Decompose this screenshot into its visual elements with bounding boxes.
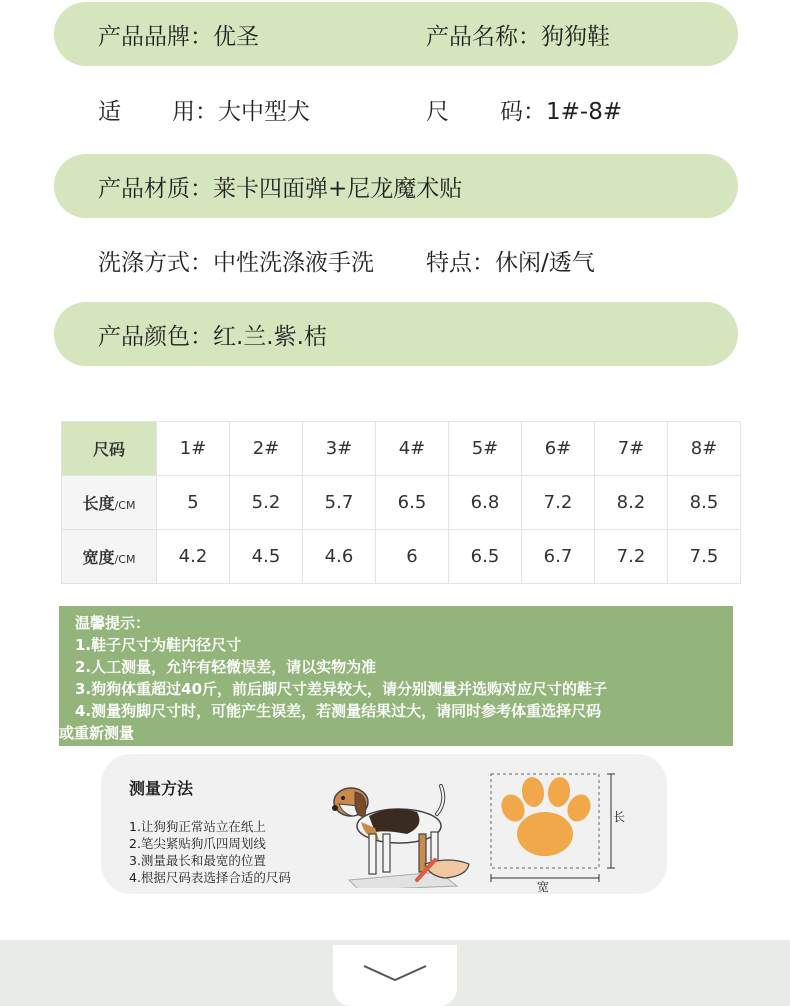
size-cell: 3#	[303, 422, 376, 476]
tips-line: 3.狗狗体重超过40斤，前后脚尺寸差异较大，请分别测量并选购对应尺寸的鞋子	[75, 680, 608, 698]
tips-title: 温馨提示：	[75, 614, 151, 632]
length-cell: 8.2	[595, 476, 668, 530]
tips-line: 4.测量狗脚尺寸时，可能产生误差，若测量结果过大，请同时参考体重选择尺码	[75, 702, 602, 720]
tips-line: 2.人工测量，允许有轻微误差，请以实物为准	[75, 658, 377, 676]
color-label: 产品颜色：	[98, 323, 213, 350]
size-cell: 2#	[230, 422, 303, 476]
measure-step: 3.测量最长和最宽的位置	[129, 853, 266, 868]
spec-row-color	[54, 302, 738, 366]
measure-step: 2.笔尖紧贴狗爪四周划线	[129, 836, 266, 851]
size-cell: 5#	[449, 422, 522, 476]
brand-label: 产品品牌：	[98, 23, 213, 50]
spec-row-material	[54, 154, 738, 218]
paw-measure-diagram-icon	[487, 770, 622, 894]
fit-spec	[98, 93, 310, 126]
spec-row-wash	[54, 228, 738, 292]
fit-label-a: 适	[98, 98, 121, 125]
width-cell: 4.6	[303, 530, 376, 584]
size-cell: 4#	[376, 422, 449, 476]
size-cell: 7#	[595, 422, 668, 476]
table-row-length	[62, 476, 741, 530]
feature-label: 特点：	[426, 249, 495, 276]
size-value: 1#-8#	[546, 98, 623, 125]
tips-line: 或重新测量	[59, 724, 135, 742]
wash-value: 中性洗涤液手洗	[213, 249, 374, 276]
length-label-cell	[62, 476, 157, 530]
name-label: 产品名称：	[426, 23, 541, 50]
length-cell: 8.5	[668, 476, 741, 530]
fit-label-b: 用：	[172, 98, 218, 125]
feature-spec	[426, 244, 595, 277]
measure-step: 4.根据尺码表选择合适的尺码	[129, 870, 291, 885]
size-header-cell: 尺码	[62, 422, 157, 476]
chevron-down-icon[interactable]	[362, 962, 428, 984]
measure-steps	[129, 818, 291, 886]
table-row-header	[62, 422, 741, 476]
tips-box	[59, 606, 733, 746]
measure-title: 测量方法	[129, 779, 194, 798]
measure-method-panel	[101, 754, 667, 894]
measure-step: 1.让狗狗正常站立在纸上	[129, 819, 266, 834]
name-value: 狗狗鞋	[541, 23, 610, 50]
material-spec	[98, 170, 462, 203]
brand-spec	[98, 18, 259, 51]
length-cell: 5.7	[303, 476, 376, 530]
width-label: 宽度	[82, 548, 115, 567]
length-unit: /CM	[114, 499, 136, 512]
color-value: 红.兰.紫.桔	[213, 323, 327, 350]
dog-illustration-icon	[329, 768, 479, 888]
length-cell: 6.8	[449, 476, 522, 530]
width-cell: 4.5	[230, 530, 303, 584]
width-unit: /CM	[114, 553, 136, 566]
width-cell: 7.5	[668, 530, 741, 584]
size-label-a: 尺	[426, 98, 449, 125]
name-spec	[426, 18, 610, 51]
color-spec	[98, 318, 327, 351]
tips-line: 1.鞋子尺寸为鞋内径尺寸	[75, 636, 242, 654]
spec-row-fit	[54, 77, 738, 141]
wash-spec	[98, 244, 374, 277]
length-cell: 7.2	[522, 476, 595, 530]
wash-label: 洗涤方式：	[98, 249, 213, 276]
width-cell: 7.2	[595, 530, 668, 584]
size-label-b: 码：	[500, 98, 546, 125]
size-range-spec	[426, 93, 622, 126]
size-cell: 8#	[668, 422, 741, 476]
feature-value: 休闲/透气	[495, 249, 595, 276]
size-cell: 1#	[157, 422, 230, 476]
width-cell: 4.2	[157, 530, 230, 584]
length-label: 长度	[82, 494, 115, 513]
length-cell: 5	[157, 476, 230, 530]
material-value: 莱卡四面弹+尼龙魔术贴	[213, 175, 463, 202]
width-cell: 6	[376, 530, 449, 584]
fit-value: 大中型犬	[218, 98, 310, 125]
brand-value: 优圣	[213, 23, 259, 50]
width-cell: 6.5	[449, 530, 522, 584]
length-cell: 5.2	[230, 476, 303, 530]
spec-row-brand	[54, 2, 738, 66]
table-row-width	[62, 530, 741, 584]
width-cell: 6.7	[522, 530, 595, 584]
width-mark-label: 宽	[537, 880, 550, 894]
length-cell: 6.5	[376, 476, 449, 530]
length-mark-label: 长	[613, 810, 626, 824]
width-label-cell	[62, 530, 157, 584]
size-chart-table	[61, 421, 741, 584]
size-cell: 6#	[522, 422, 595, 476]
material-label: 产品材质：	[98, 175, 213, 202]
